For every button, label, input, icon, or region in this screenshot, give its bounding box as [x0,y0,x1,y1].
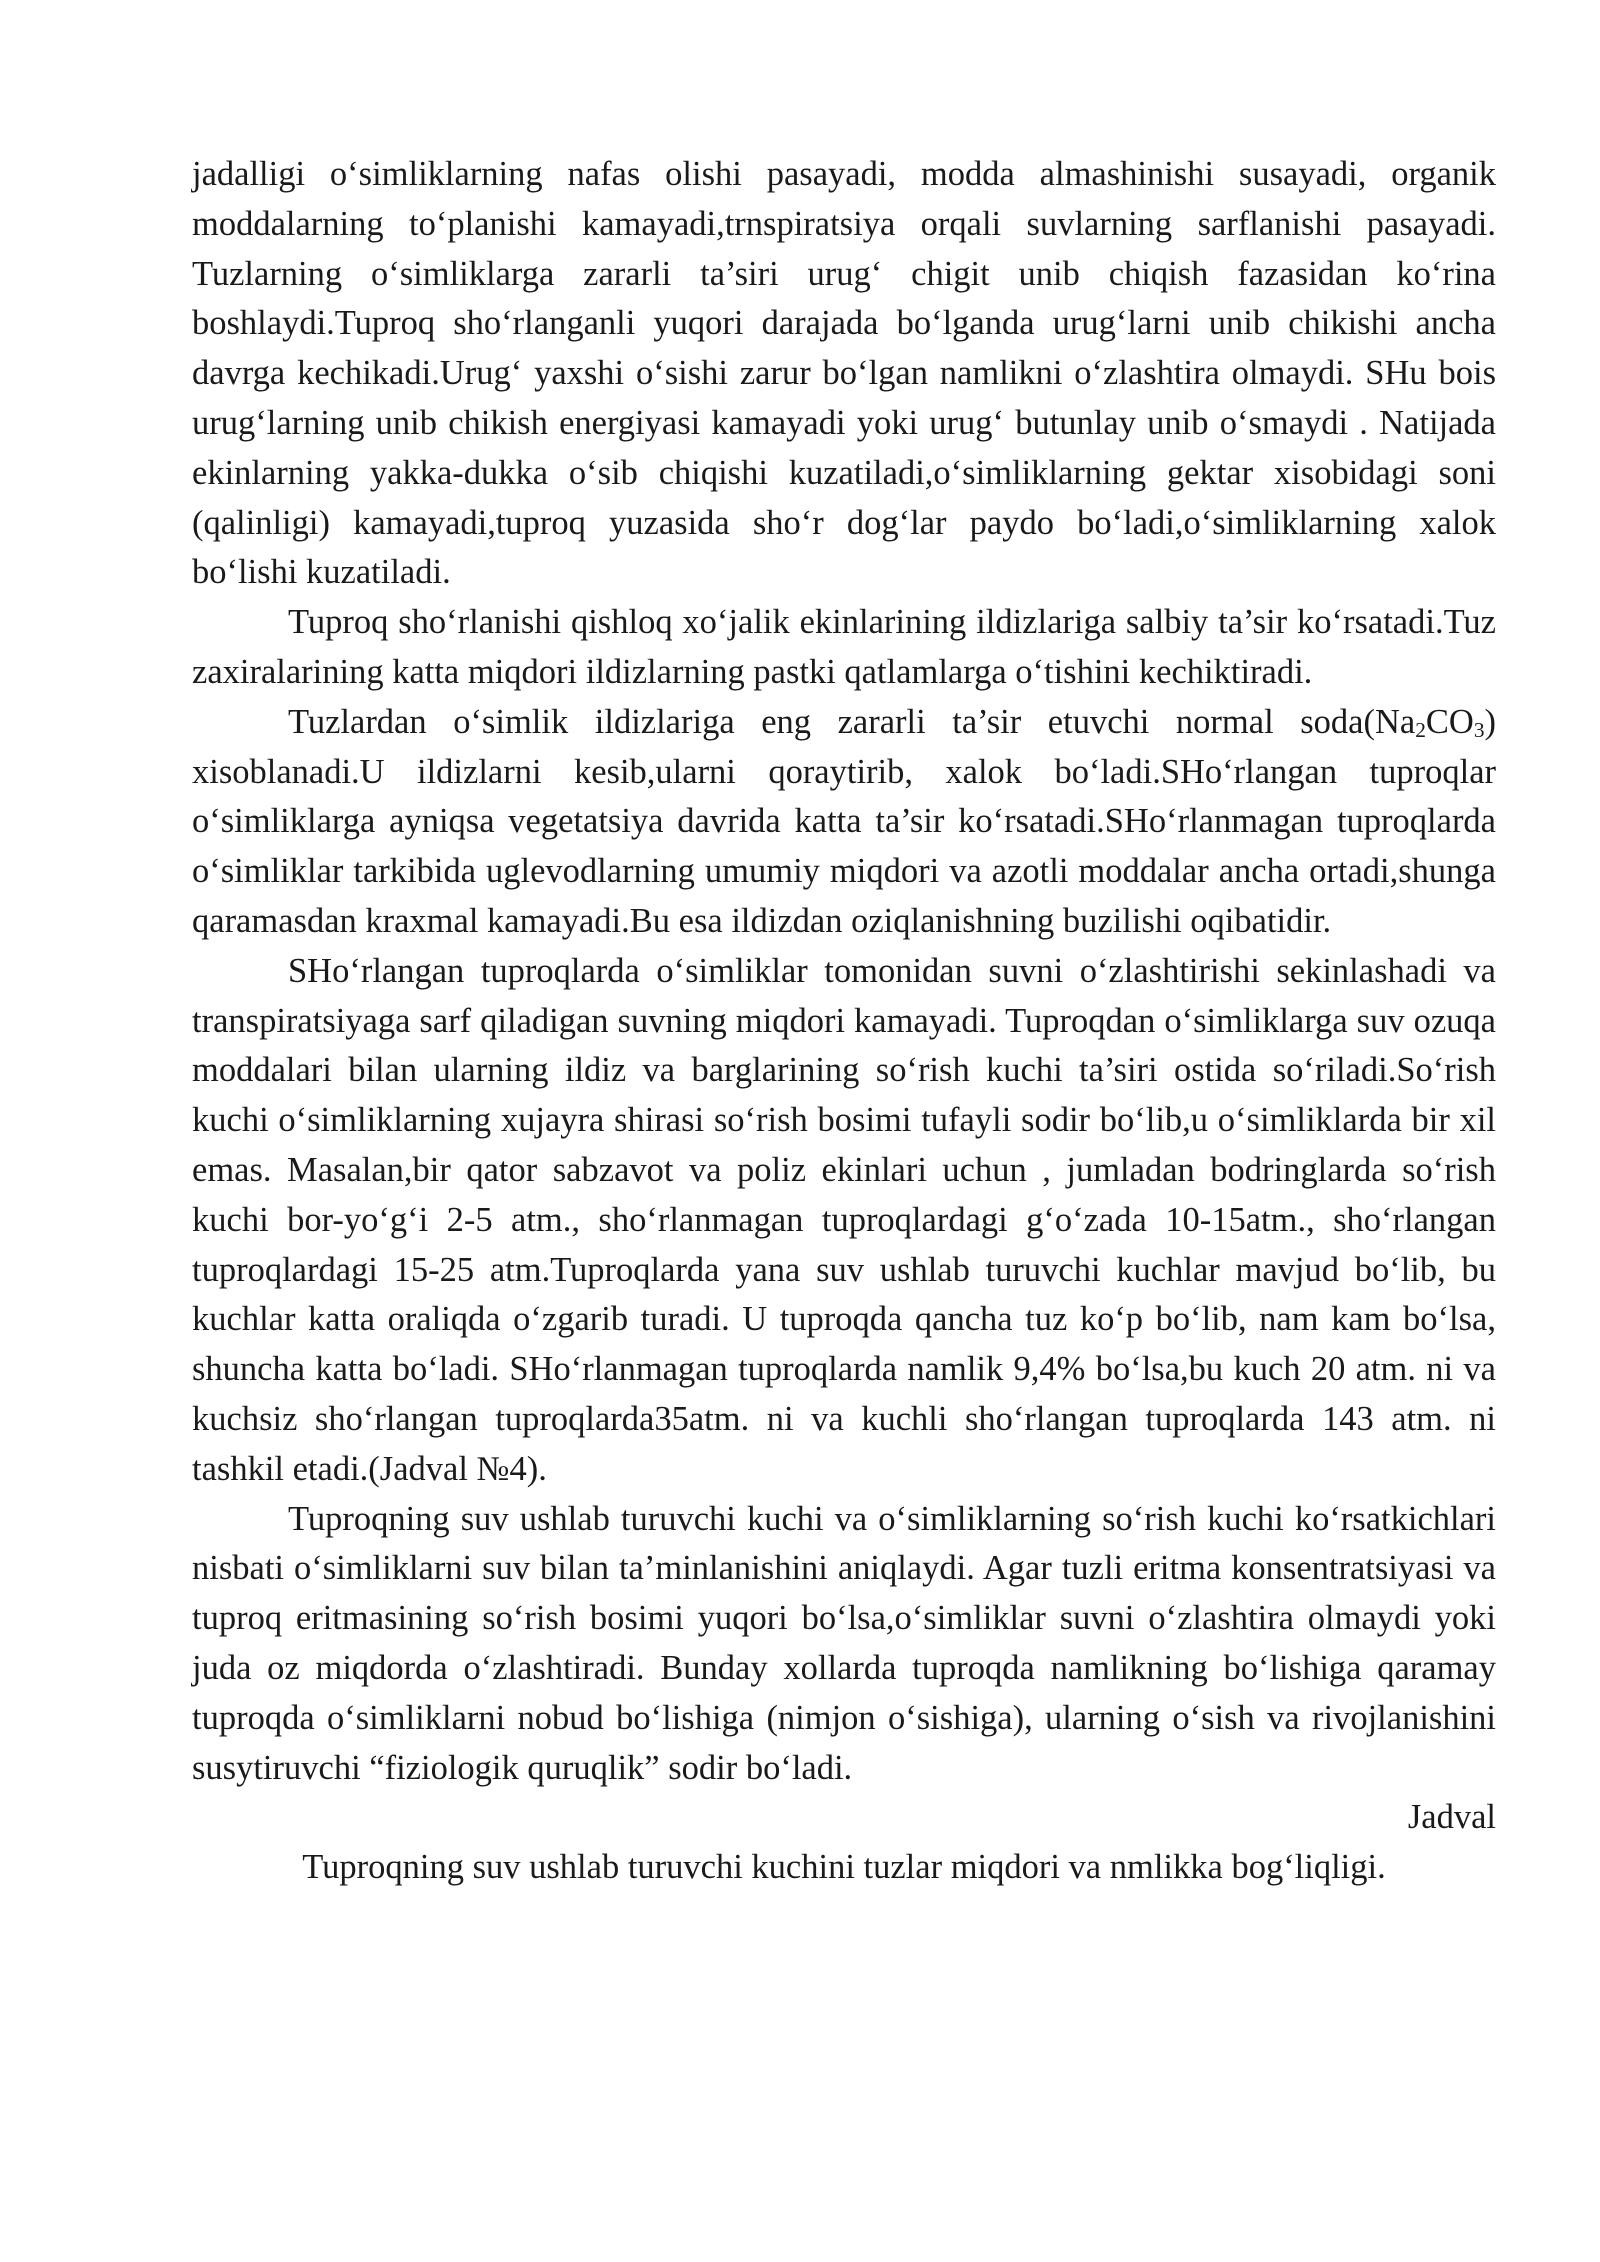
paragraph-1: jadalligi o‘simliklarning nafas olishi pasayadi, modda almashinishi susayadi, organik moddalarning to‘planishi kamayadi,trnspiratsiya orqali suvlarning sarflanishi pasayadi. Tuzlarning o‘simliklarga zararli ta’siri urug‘ chigit unib chiqish fazasidan ko‘rina boshlaydi.Tuproq sho‘rlanganli yuqori darajada bo‘lganda urug‘larni unib chikishi ancha davrga kechikadi.Urug‘ yaxshi o‘sishi zarur bo‘lgan namlikni o‘zlashtira olmaydi. SHu bois urug‘larning unib chikish energiyasi kamayadi yoki urug‘ butunlay unib o‘smaydi . Natijada ekinlarning yakka-dukka o‘sib chiqishi kuzatiladi,o‘simliklarning gektar xisobidagi soni (qalinligi) kamayadi,tuproq yuzasida sho‘r dog‘lar paydo bo‘ladi,o‘simliklarning xalok bo‘lishi kuzatiladi. [192,155,1496,592]
paragraph-3-before: Tuzlardan o‘simlik ildizlariga eng zararli ta’sir etuvchi normal soda(Na [288,702,1416,741]
subscript-2: 2 [1415,717,1426,742]
table-label: Jadval [1407,1798,1496,1837]
paragraph-4: SHo‘rlangan tuproqlarda o‘simliklar tomonidan suvni o‘zlashtirishi sekinlashadi va transpiratsiyaga sarf qiladigan suvning miqdori kamayadi. Tuproqdan o‘simliklarga suv ozuqa moddalari bilan ularning ildiz va barglarining so‘rish kuchi ta’siri ostida so‘riladi.So‘rish kuchi o‘simliklarning xujayra shirasi so‘rish bosimi tufayli sodir bo‘lib,u o‘simliklarda bir xil emas. Masalan,bir qator sabzavot va poliz ekinlari uchun , jumladan bodringlarda so‘rish kuchi bor-yo‘g‘i 2-5 atm., sho‘rlanmagan tuproqlardagi g‘o‘zada 10-15atm., sho‘rlangan tuproqlardagi 15-25 atm.Tuproqlarda yana suv ushlab turuvchi kuchlar mavjud bo‘lib, bu kuchlar katta oraliqda o‘zgarib turadi. U tuproqda qancha tuz ko‘p bo‘lib, nam kam bo‘lsa, shuncha katta bo‘ladi. SHo‘rlanmagan tuproqlarda namlik 9,4% bo‘lsa,bu kuch 20 atm. ni va kuchsiz sho‘rlangan tuproqlarda35atm. ni va kuchli sho‘rlangan tuproqlarda 143 atm. ni tashkil etadi.(Jadval №4). [192,951,1496,1488]
paragraph-3-mid: CO [1425,702,1474,741]
document-page [192,150,1496,1893]
table-caption: Tuproqning suv ushlab turuvchi kuchini tuzlar miqdori va nmlikka bog‘liqligi. [302,1848,1386,1887]
paragraph-5: Tuproqning suv ushlab turuvchi kuchi va o‘simliklarning so‘rish kuchi ko‘rsatkichlari nisbati o‘simliklarni suv bilan ta’minlanishini aniqlaydi. Agar tuzli eritma konsentratsiyasi va tuproq eritmasining so‘rish bosimi yuqori bo‘lsa,o‘simliklar suvni o‘zlashtira olmaydi yoki juda oz miqdorda o‘zlashtiradi. Bunday xollarda tuproqda namlikning bo‘lishiga qaramay tuproqda o‘simliklarni nobud bo‘lishiga (nimjon o‘sishiga), ularning o‘sish va rivojlanishini susytiruvchi “fiziologik quruqlik” sodir bo‘ladi. [192,1499,1496,1787]
paragraph-2: Tuproq sho‘rlanishi qishloq xo‘jalik ekinlarining ildizlariga salbiy ta’sir ko‘rsatadi.Tuz zaxiralarining katta miqdori ildizlarning pastki qatlamlarga o‘tishini kechiktiradi. [192,603,1496,691]
paragraph-3-after: ) xisoblanadi.U ildizlarni kesib,ularni qoraytirib, xalok bo‘ladi.SHo‘rlangan tuproqlar o‘simliklarga ayniqsa vegetatsiya davrida katta ta’sir ko‘rsatadi.SHo‘rlanmagan tuproqlarda o‘simliklar tarkibida uglevodlarning umumiy miqdori va azotli moddalar ancha ortadi,shunga qaramasdan kraxmal kamayadi.Bu esa ildizdan oziqlanishning buzilishi oqibatidir. [192,702,1496,940]
paragraph-3 [192,698,1496,947]
subscript-3: 3 [1473,717,1485,742]
